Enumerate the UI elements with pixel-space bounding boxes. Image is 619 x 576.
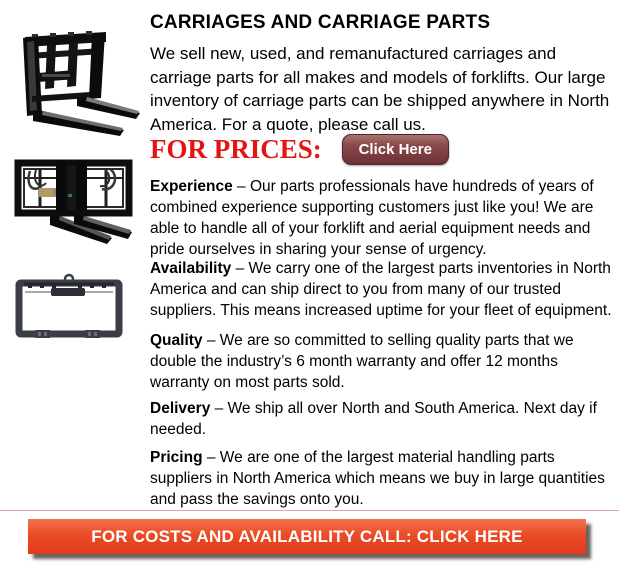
section-availability-body: – We carry one of the largest parts inventories in North America and can ship direct to you from many of our trusted suppliers. This means increased uptime for your fleet of equipment. xyxy=(150,260,612,319)
section-delivery xyxy=(150,398,614,440)
carriage-frame-illustration xyxy=(14,272,124,342)
section-pricing-heading: Pricing xyxy=(150,449,203,466)
section-quality-body: – We are so committed to selling quality parts that we double the industry’s 6 month warranty and offer 12 months warranty on most parts sold. xyxy=(150,332,574,391)
for-prices-label: FOR PRICES: xyxy=(150,134,322,164)
carriage-frame-image xyxy=(14,272,124,342)
section-pricing-body: – We are one of the largest material handling parts suppliers in North America which means we buy in large quantities and pass the savings onto you. xyxy=(150,449,605,508)
section-experience xyxy=(150,176,614,260)
section-quality xyxy=(150,330,614,393)
costs-availability-banner-button[interactable]: FOR COSTS AND AVAILABILITY CALL: CLICK HERE xyxy=(28,519,586,554)
page-title: CARRIAGES AND CARRIAGE PARTS xyxy=(150,12,491,33)
intro-paragraph: We sell new, used, and remanufactured carriages and carriage parts for all makes and models of forklifts. Our large inventory of carriage parts can be shipped anywhere in North America. For a quote, please call us. xyxy=(150,44,610,134)
section-experience-body: – Our parts professionals have hundreds of years of combined experience supporting customers just like you! We are able to handle all of your forklift and aerial equipment needs and pride ourselves in sharing your sense of urgency. xyxy=(150,178,594,258)
fork-carriage-image xyxy=(10,26,142,136)
section-delivery-heading: Delivery xyxy=(150,400,211,417)
section-experience-heading: Experience xyxy=(150,178,233,195)
fork-carriage-illustration xyxy=(10,26,142,136)
section-availability xyxy=(150,258,614,321)
sideshifter-carriage-illustration xyxy=(10,158,137,246)
section-pricing xyxy=(150,447,614,510)
section-availability-heading: Availability xyxy=(150,260,232,277)
section-quality-heading: Quality xyxy=(150,332,203,349)
bottom-divider xyxy=(0,510,619,511)
sideshifter-carriage-image xyxy=(10,158,137,246)
for-prices-row xyxy=(150,134,449,165)
section-delivery-body: – We ship all over North and South America. Next day if needed. xyxy=(150,400,597,438)
click-here-button[interactable]: Click Here xyxy=(342,134,449,165)
